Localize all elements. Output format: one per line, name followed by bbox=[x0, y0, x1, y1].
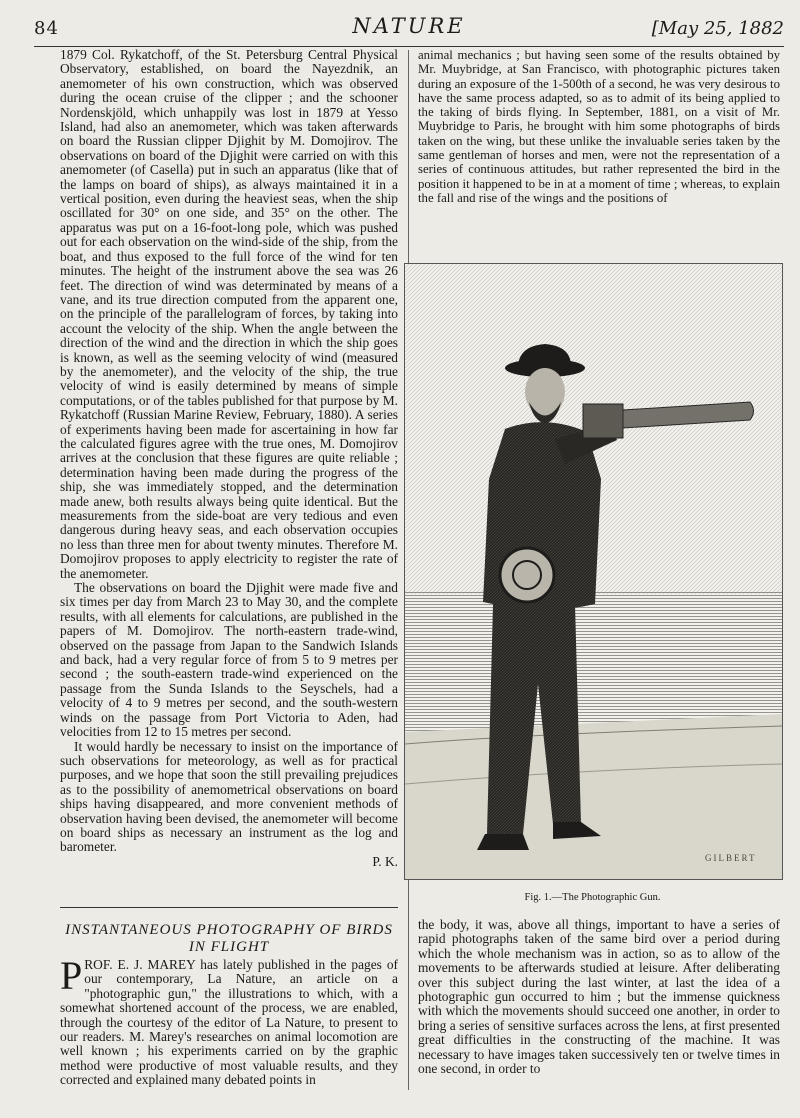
left-column-bottom bbox=[60, 953, 398, 1088]
photographic-gun-engraving bbox=[404, 263, 783, 880]
engraver-signature: GILBERT bbox=[705, 853, 757, 863]
paragraph: ROF. E. J. MAREY has lately published in the pages of our contemporary, La Nature, an article on a "photographic gun," the illustrations to which, with a somewhat shortened account of the process, we are enabled, through the courtesy of the editor of La Nature, to present to our readers. M. Marey's researches on animal locomotion are well known ; his experiments carried on by the graphic method were productive of most valuable results, and they corrected and explained many debated points in bbox=[60, 957, 398, 1088]
author-signature: P. K. bbox=[372, 853, 398, 869]
left-column-top bbox=[60, 48, 398, 869]
paragraph: 1879 Col. Rykatchoff, of the St. Petersburg Central Physical Observatory, established, on board the Nayezdnik, an anemometer of his own construction, which was observed during the ocean cruise of the clipper ; and the schooner Nordenskjöld, which unhappily was lost in 1879 at Yesso Island, had also an anemometer, which was taken afterwards on board the Russian clipper Djighit by M. Domojirov. The observations on board of the Djighit were carried on with this anemometer (of Casella) put in such an apparatus (like that of the lamps on board of ships), as always maintained it in a vertical position, even during the heaviest seas, when the ship oscillated for 30° on one side, and 35° on the other. The apparatus was put on a 16-foot-long pole, which was pushed out for each observation on the wind-side of the ship, from the boat, and thus exposed to the full force of the wind for ten minutes. The height of the instrument above the sea was 26 feet. The direction of wind was determinated by means of a vane, and its true direction computed from the apparent one, on the principle of the parallelogram of forces, by taking into account the velocity of the ship. When the angle between the direction of the wind and the direction in which the ship goes is known, as well as the seeming velocity of wind (measured by the anemometer), and the velocity of the ship, the true velocity of wind is easily determined by means of simple computations, or of the tables published for that purpose by M. Rykatchoff (Russian Marine Review, February, 1880). A series of experiments having been made for ascertaining in how far the calculated figures agree with the true ones, M. Domojirov arrives at the conclusion that these figures are quite reliable ; determination having been made during the progress of the ship, she was immediately stopped, and the determination made anew, both results always being quite identical. But the measurements from the side-boat are very tedious and even dangerous during heavy seas, and each observation occupies no less than three men for about twenty minutes. Therefore M. Domojirov proposes to apply electricity to register the rate of the anemometer. bbox=[60, 47, 398, 581]
paragraph: the body, it was, above all things, important to have a series of rapid photographs taken of the same bird over a period during which the whole mechanism was in action, so as to allow of the movements to be afterwards studied at leisure. After deliberating over this subject during the last winter, at last the idea of a photographic gun occurred to him ; but the immense quickness with which the movements should succeed one another, in order to bring a series of sensitive surfaces across the lens, at first presented great difficulties in the constructing of the machine. It was necessary to have images taken successively ten or twelve times in one second, in order to bbox=[418, 917, 780, 1077]
page-number: 84 bbox=[34, 18, 59, 39]
paragraph: animal mechanics ; but having seen some of the results obtained by Mr. Muybridge, at San Francisco, with photographic pictures taken during an exposure of the 1-500th of a second, he was very desirous to have the same process adapted, so as to admit of its being applied to the taking of birds flying. In September, 1881, on a visit of Mr. Muybridge to Paris, he brought with him some photographs of birds taken on the wing, but these unlike the invaluable series taken by the same gentleman of horses and men, were not the representation of a series of continuous attitudes, but rather represented the bird in the position it happened to be in at a moment of time ; whereas, to explain the fall and rise of the wings and the positions of bbox=[418, 48, 780, 205]
paragraph: It would hardly be necessary to insist on the importance of such observations for meteorology, as well as for practical purposes, and we hope that soon the still prevailing prejudices as to the possibility of anemometrical observations on board ships having disappeared, and more convenient methods of observation having been devised, the anemometer will become on board ships as necessary an instrument as the log and barometer. bbox=[60, 738, 398, 855]
sea bbox=[405, 592, 782, 732]
journal-title: NATURE bbox=[352, 14, 466, 38]
issue-date: [May 25, 1882 bbox=[651, 18, 784, 39]
right-column-top bbox=[418, 48, 780, 205]
running-header bbox=[34, 14, 784, 44]
paragraph: The observations on board the Djighit were made five and six times per day from March 23 to May 30, and the complete results, with all elements for calculations, are published in the papers of M. Domojirov. The north-eastern trade-wind, observed on the passage from Japan to the Sandwich Islands and back, had a very regular force of from 5 to 9 metres per second ; the south-eastern trade-wind experienced on the passage from the Sunda Islands to the Seyschels, had a velocity of 4 to 9 metres per second, and the south-western winds on the passage from Port Victoria to Aden, had velocities from 12 to 15 metres per second. bbox=[60, 580, 398, 740]
right-column-bottom bbox=[418, 918, 780, 1076]
article-title: INSTANTANEOUS PHOTOGRAPHY OF BIRDS IN FLIGHT bbox=[65, 922, 393, 955]
engraving-illustration bbox=[405, 264, 782, 879]
figure-caption: Fig. 1.—The Photographic Gun. bbox=[524, 892, 661, 903]
drop-cap: P bbox=[60, 953, 83, 998]
article-divider bbox=[60, 907, 398, 908]
